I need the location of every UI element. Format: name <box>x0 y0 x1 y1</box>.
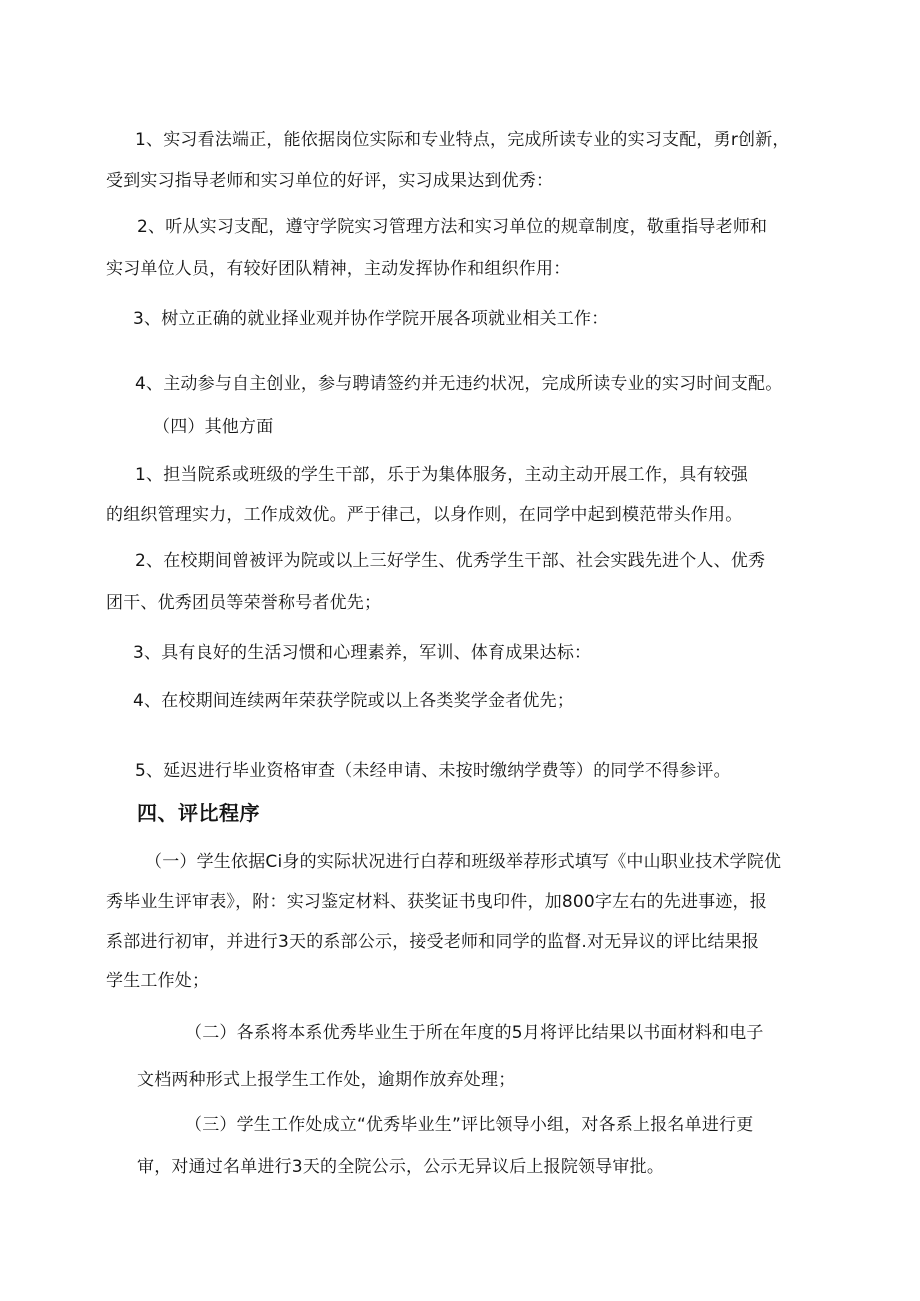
practice-item-3: 3、树立正确的就业择业观并协作学院开展各项就业相关工作： <box>133 309 609 329</box>
section-heading-review-procedure: 四、评比程序 <box>137 801 260 825</box>
procedure-2-line-1: （二）各系将本系优秀毕业生于所在年度的5月将评比结果以书面材料和电子 <box>185 1023 764 1043</box>
practice-item-2-line-2: 实习单位人员，有较好团队精神，主动发挥协作和组织作用： <box>106 259 571 279</box>
procedure-3-line-1: （三）学生工作处成立“优秀毕业生”评比领导小组，对各系上报名单进行更 <box>185 1115 754 1135</box>
procedure-1-line-1: （一）学生依据Ci身的实际状况进行白荐和班级举荐形式填写《中山职业技术学院优 <box>145 852 782 872</box>
other-item-1-line-2: 的组织管理实力，工作成效优。严于律己，以身作则，在同学中起到模范带头作用。 <box>106 505 743 525</box>
procedure-2-line-2: 文档两种形式上报学生工作处，逾期作放弃处理； <box>137 1070 516 1090</box>
practice-item-1-line-2: 受到实习指导老师和实习单位的好评，实习成果达到优秀： <box>106 171 554 191</box>
other-item-3: 3、具有良好的生活习惯和心理素养，军训、体育成果达标： <box>133 643 592 663</box>
other-item-2-line-2: 团干、优秀团员等荣誉称号者优先； <box>106 593 382 613</box>
procedure-1-line-4: 学生工作处； <box>106 971 210 991</box>
practice-item-2-line-1: 2、听从实习支配，遵守学院实习管理方法和实习单位的规章制度，敬重指导老师和 <box>137 217 768 237</box>
procedure-1-line-3: 系部进行初审，并进行3天的系部公示，接受老师和同学的监督.对无异议的评比结果报 <box>106 932 760 952</box>
procedure-3-line-2: 审，对通过名单进行3天的全院公示，公示无异议后上报院领导审批。 <box>137 1157 665 1177</box>
procedure-1-line-2: 秀毕业生评审表》，附：实习鉴定材料、获奖证书曳印件，加800字左右的先进事迹，报 <box>106 892 767 912</box>
other-item-4: 4、在校期间连续两年荣获学院或以上各类奖学金者优先； <box>133 691 575 711</box>
practice-item-1-line-1: 1、实习看法端正，能依据岗位实际和专业特点，完成所读专业的实习支配，勇r创新， <box>135 130 790 150</box>
other-item-5: 5、延迟进行毕业资格审查（未经申请、未按时缴纳学费等）的同学不得参评。 <box>135 761 731 781</box>
other-item-1-line-1: 1、担当院系或班级的学生干部，乐于为集体服务，主动主动开展工作，具有较强 <box>135 465 749 485</box>
practice-item-4: 4、主动参与自主创业，参与聘请签约并无违约状况，完成所读专业的实习时间支配。 <box>135 374 783 394</box>
other-item-2-line-1: 2、在校期间曾被评为院或以上三好学生、优秀学生干部、社会实践先进个人、优秀 <box>135 551 766 571</box>
subheading-other-aspects: （四）其他方面 <box>153 417 274 437</box>
